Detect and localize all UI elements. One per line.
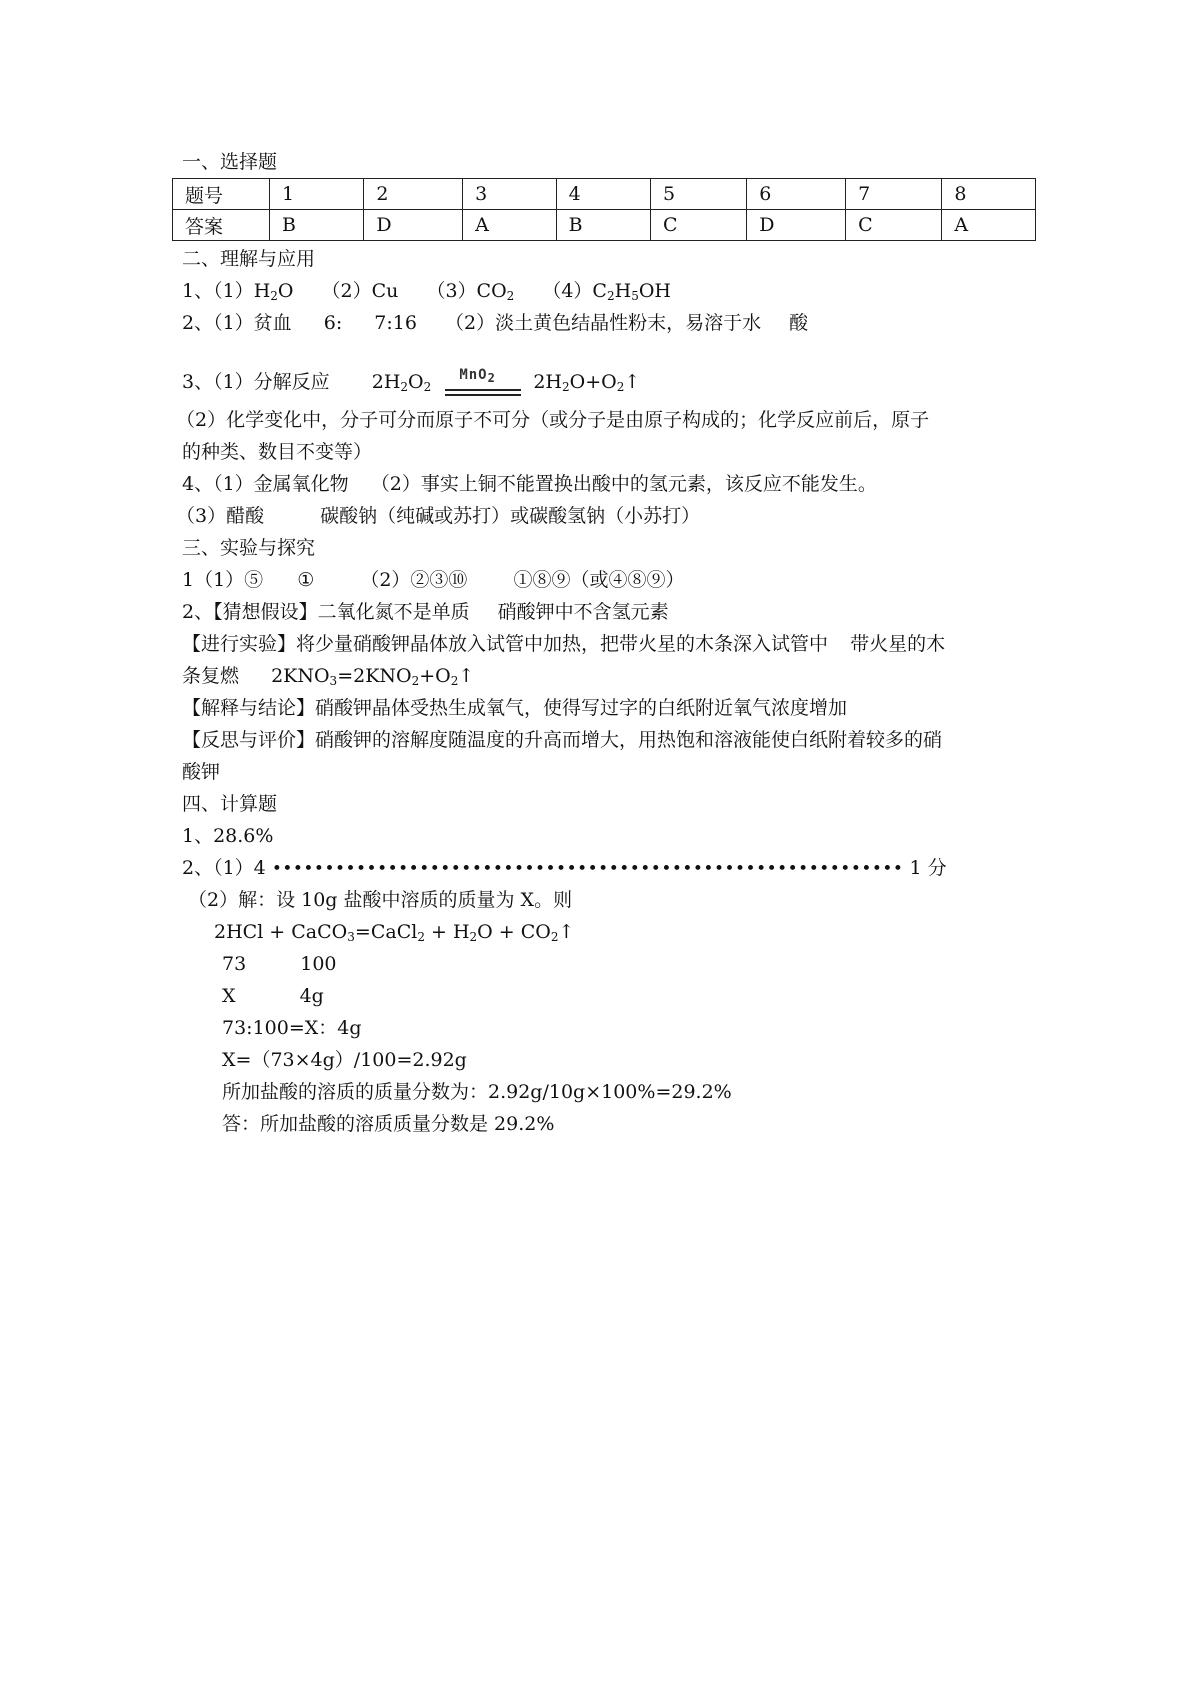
equation-part: 2HCl + CaCO [214,921,348,943]
s2-q3-prefix: 3、（1）分解反应 [182,371,330,393]
answer-cell: D [747,210,846,241]
s3-q2-l5: 【反思与评价】硝酸钾的溶解度随温度的升高而增大，用热饱和溶液能使白纸附着较多的硝 [182,729,943,751]
gas-arrow-icon: ↑ [558,921,575,943]
answer-label-cell: 答案 [173,210,270,241]
experiment-text-2: 带火星的木 [850,633,946,655]
s4-q1: 1、28.6% [182,825,274,847]
s3-q2-l4: 【解释与结论】硝酸钾晶体受热生成氧气，使得写过字的白纸附近氧气浓度增加 [182,697,848,719]
answer-cell: A [463,210,557,241]
score-label: 1 分 [909,857,947,879]
property-text: （2）淡土黄色结晶性粉末，易溶于水 [445,312,762,334]
s2-q3-l2: （2）化学变化中，分子可分而原子不可分（或分子是由原子构成的；化学反应前后，原子 [176,409,930,431]
number-cell: 7 [846,179,942,210]
header-label-cell: 题号 [173,179,270,210]
s2-q1-prefix: 1、（1） [182,280,254,302]
number-cell: 2 [364,179,463,210]
s2-q1-line: 1、$(1)H_2O$ （2）Cu $(3)CO_2$ $(4)C_2H_5OH$ [182,280,671,303]
acid-text: 酸 [789,312,809,334]
s3-q2-l3: 条复燃 $2KNO_3=2KNO_2+O_2↑$ [182,665,475,688]
answer-cell: B [556,210,650,241]
s4-r3: 73:100=X：4g [222,1017,362,1039]
number-cell: 8 [942,179,1036,210]
s2-q2-line [182,311,808,335]
s4-r6: 答：所加盐酸的溶质质量分数是 29.2% [222,1113,555,1135]
formula-part: H [614,280,632,302]
table-row-answers [173,210,1036,241]
number-cell: 6 [747,179,846,210]
answer-2: （2）Cu [321,280,399,302]
gas-arrow-icon: ↑ [624,371,641,393]
equation-part: O+O [569,371,617,393]
score-leader-dots: •••••••••••••••••••••••••••••••••••••••••••••••••••••••••••• [271,859,904,879]
s4-ratio-row-1 [222,952,337,976]
s2-q4-l2 [176,504,700,528]
answer-cell: D [364,210,463,241]
answer-table [172,178,1036,241]
catalyst-condition: MnO$_2$ [445,365,521,401]
answer-cell: A [942,210,1036,241]
s3-q1-c: （2）②③⑩ [360,569,468,591]
gas-arrow-icon: ↑ [458,665,475,687]
equation-part: O + CO [477,921,551,943]
formula-part: O [277,280,294,302]
s2-q2-prefix: 2、（1）贫血 [182,312,292,334]
s4-q2-l2: （2）解：设 10g 盐酸中溶质的质量为 X。则 [188,889,573,911]
s3-q2-l6: 酸钾 [182,761,221,783]
equation-part: 2KNO [271,665,330,687]
s4-ratio-row-2 [222,984,324,1008]
equation-part: 2H [371,371,401,393]
molar-mass-hcl: 73 [222,953,247,975]
number-cell: 3 [463,179,557,210]
s2-q4-part1: 4、（1）金属氧化物 [182,473,349,495]
ratio-a: 6: [323,312,343,334]
s2-q4-part4: 碳酸钠（纯碱或苏打）或碳酸氢钠（小苏打） [320,505,701,527]
s4-r5: 所加盐酸的溶质的质量分数为：2.92g/10g×100%=29.2% [222,1081,732,1103]
s2-q3-line: 3、（1）分解反应 $2H_2O_2$ MnO$_2$ $2H_2O+O_2↑$ [182,365,640,401]
experiment-text: 【进行实验】将少量硝酸钾晶体放入试管中加热，把带火星的木条深入试管中 [182,633,829,655]
hypothesis-a: 2、【猜想假设】二氧化氮不是单质 [182,601,470,623]
equation-part: =2KNO [337,665,412,687]
formula-part: H [253,280,271,302]
molar-mass-caco3: 100 [300,953,337,975]
equation-part: +O [419,665,451,687]
number-cell: 5 [650,179,746,210]
s3-q2-l1 [182,600,669,624]
table-row-numbers [173,179,1036,210]
section-1-title: 一、选择题 [182,151,278,173]
experiment-result: 条复燃 [182,665,240,687]
s3-q1-a: 1（1）⑤ [182,569,264,591]
section-2-title: 二、理解与应用 [182,248,316,270]
s4-q2-a: 2、（1）4 [182,857,266,879]
formula-part: OH [638,280,671,302]
s4-q2-l1 [182,856,947,881]
catalyst-label: MnO [459,367,488,383]
ratio-b: 7:16 [374,312,417,334]
unknown-x: X [222,985,236,1007]
s2-q3-l3: 的种类、数目不变等） [182,441,373,463]
mass-caco3: 4g [299,985,324,1007]
s4-r4: X=（73×4g）/100=2.92g [222,1049,467,1071]
number-cell: 4 [556,179,650,210]
answer-cell: B [270,210,364,241]
answer-3: （3）CO [426,280,507,302]
number-cell: 1 [270,179,364,210]
s2-q4-part3: （3）醋酸 [176,505,265,527]
equation-part: 2H [533,371,562,393]
s3-q1-d: ①⑧⑨（或④⑧⑨） [513,569,685,591]
section-4-title: 四、计算题 [182,793,278,815]
answer-cell: C [650,210,746,241]
s3-q1-b: ① [297,569,315,591]
answer-4: （4）C [542,280,607,302]
s2-q4-part2: （2）事实上铜不能置换出酸中的氢元素，该反应不能发生。 [370,473,877,495]
equation-part: + H [424,921,470,943]
s4-equation: 2HCl + CaCO$_3$=CaCl$_2$ + $H_2O$ + $CO_2↑$ [214,921,575,944]
s2-q4-l1 [182,472,877,496]
s3-q2-l2 [182,632,945,656]
hypothesis-b: 硝酸钾中不含氢元素 [497,601,669,623]
answer-cell: C [846,210,942,241]
equation-part: O [408,371,424,393]
section-3-title: 三、实验与探究 [182,537,316,559]
equation-part: =CaCl [354,921,418,943]
s3-q1-line [182,568,684,592]
